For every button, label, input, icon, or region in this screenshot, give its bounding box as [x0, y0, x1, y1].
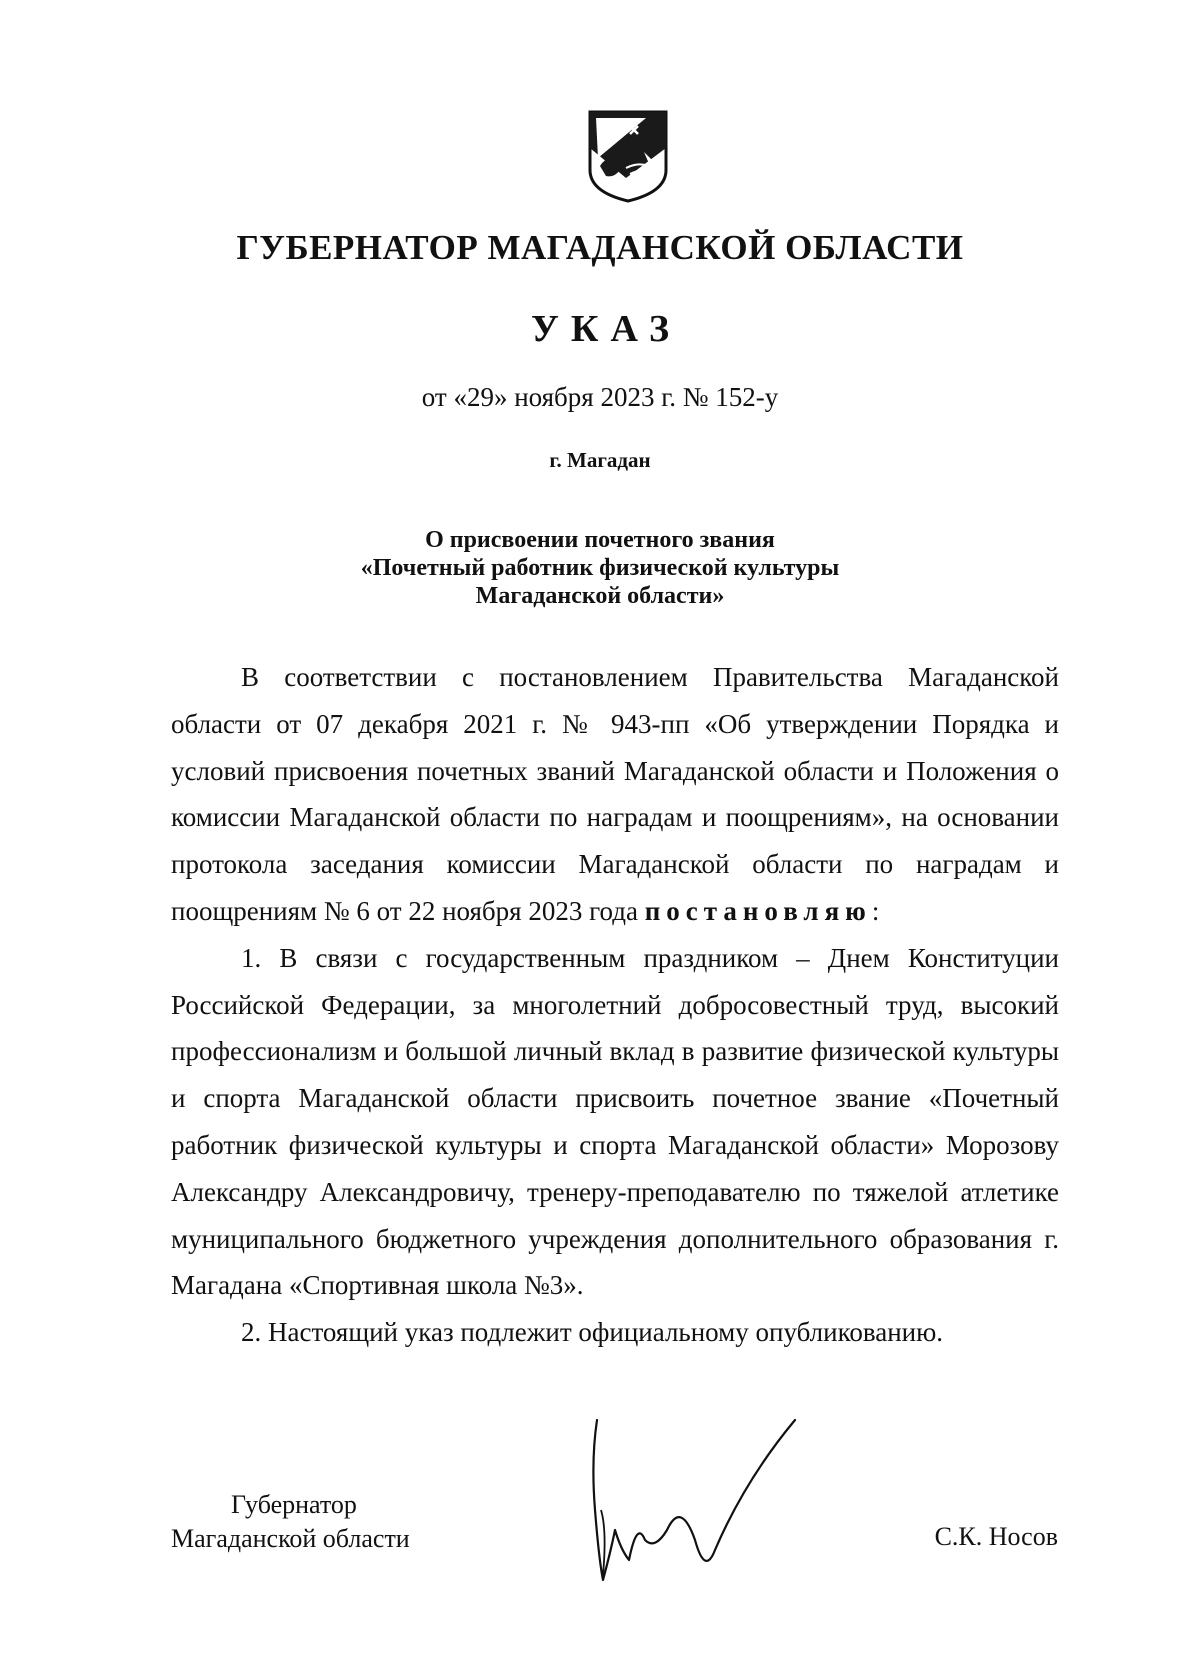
- signer-position: [171, 1488, 410, 1556]
- subject-line: «Почетный работник физической культуры: [360, 555, 840, 581]
- resolve-punctuation: :: [871, 895, 880, 926]
- coat-of-arms-icon: [586, 108, 670, 204]
- issuing-authority: ГУБЕРНАТОР МАГАДАНСКОЙ ОБЛАСТИ: [236, 228, 964, 267]
- resolve-word: постановляю: [644, 895, 872, 926]
- subject-line: О присвоении почетного звания: [425, 527, 775, 553]
- signer-position-line: Губернатор: [231, 1490, 357, 1519]
- item-paragraph: 1. В связи с государственным праздником – Днем Конституции Российской Федерации, за многолетний добросовестный труд, высокий профессионализм и большой личный вклад в развитие физической культуры и спорта Магаданской области присвоить почетное звание «Почетный работник физической культуры и спорта Магаданской области» Морозову Александру Александровичу, тренеру-преподавателю по тяжелой атлетике муниципального бюджетного учреждения дополнительного образования г. Магадана «Спортивная школа №3».: [171, 942, 1059, 1301]
- document-body: [171, 654, 1059, 1356]
- item-paragraph: 2. Настоящий указ подлежит официальному опубликованию.: [241, 1317, 944, 1348]
- document-subject: [0, 526, 1200, 610]
- preamble-text: В соответствии с постановлением Правительства Магаданской области от 07 декабря 2021 г. № 943-пп «Об утверждении Порядка и условий присвоения почетных званий Магаданской области и Положения о комиссии Магаданской области по наградам и поощрениям», на основании протокола заседания комиссии Магаданской области по наградам и поощрениям № 6 от 22 ноября 2023 года: [171, 662, 1059, 926]
- signer-position-line: Магаданской области: [171, 1524, 410, 1553]
- preamble-paragraph: [171, 654, 1059, 935]
- subject-line: Магаданской области»: [475, 583, 725, 609]
- document-date-number: от «29» ноября 2023 г. № 152-у: [421, 382, 779, 412]
- document-type: УКАЗ: [531, 308, 681, 350]
- document-place: г. Магадан: [549, 448, 651, 472]
- signature-icon: [585, 1400, 815, 1590]
- signer-name: С.К. Носов: [934, 1522, 1058, 1551]
